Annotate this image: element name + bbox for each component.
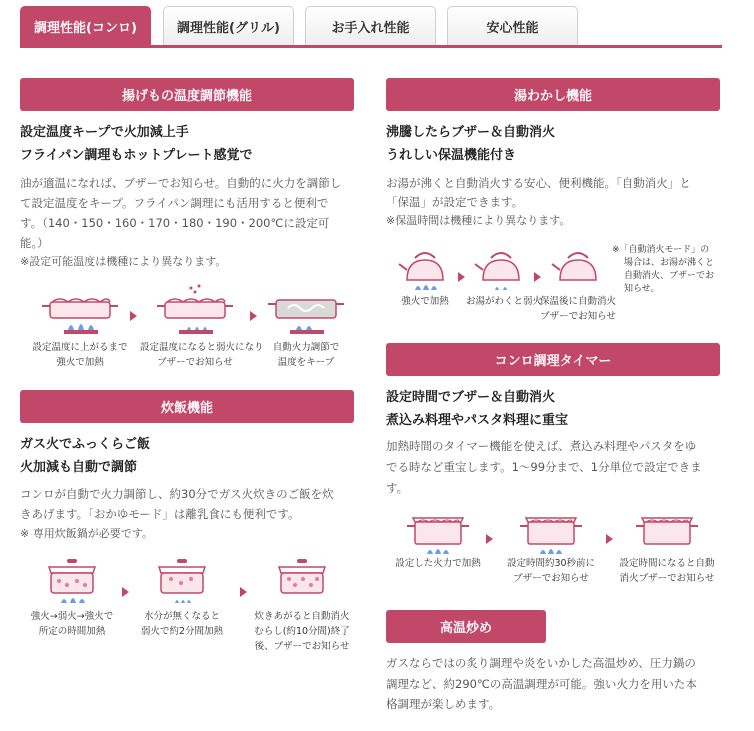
section-header-kouon: 高温炒め: [386, 610, 546, 643]
yuwakashi-heading-2: うれしい保温機能付き: [386, 148, 517, 163]
tab-underline: [20, 45, 722, 48]
frying-pan-auto-control-icon: [266, 282, 346, 340]
step-arrow-icon: [130, 311, 137, 321]
tab-safety[interactable]: 安心性能: [447, 6, 578, 46]
section-header-timer: コンロ調理タイマー: [386, 343, 720, 376]
yuwakashi-side-note-3: 自動消火、ブザーでお: [624, 271, 715, 281]
pot-high-flame-icon: [403, 510, 473, 556]
tab-cooking-stove[interactable]: 調理性能(コンロ): [20, 6, 151, 46]
step-arrow-icon: [458, 272, 465, 282]
agemono-step-3: [256, 282, 356, 370]
yuwakashi-text-1: お湯が沸くと自動消火する安心、便利機能。「自動消火」と: [386, 176, 691, 190]
timer-text-1: 加熱時間のタイマー機能を使えば、煮込み料理やパスタをゆ: [386, 439, 697, 453]
frying-pan-high-flame-icon: [40, 282, 120, 340]
agemono-step-3-caption-2: 温度をキープ: [277, 357, 335, 368]
agemono-step-1: [30, 282, 130, 370]
yuwakashi-step-1-caption-1: 強火で加熱: [401, 296, 449, 307]
timer-step-1-caption-1: 設定した火力で加熱: [395, 558, 481, 569]
agemono-step-1-caption-1: 設定温度に上がるまで: [32, 342, 128, 353]
agemono-note: ※設定可能温度は機種により異なります。: [20, 255, 227, 268]
rice-pot-high-flame-icon: [37, 557, 107, 609]
suihan-step-2: [132, 557, 232, 639]
kettle-boiling-icon: [473, 246, 529, 294]
kouon-text-1: ガスならではの炙り調理や炎をいかした高温炒め、圧力鍋の: [386, 656, 696, 670]
timer-text-3: す。: [386, 481, 409, 495]
yuwakashi-step-3-caption-2: ブザーでお知らせ: [540, 311, 616, 322]
agemono-text-1: 油が適温になれば、ブザーでお知らせ。自動的に火力を調節し: [20, 176, 342, 190]
yuwakashi-step-1: [392, 246, 458, 309]
yuwakashi-side-note-1: ※「自動消火モード」の: [612, 245, 710, 255]
agemono-text-3: す。（140・150・160・170・180・190・200℃に設定可: [20, 216, 330, 230]
yuwakashi-step-3: [538, 246, 618, 324]
agemono-text-4: 能。）: [20, 236, 49, 250]
kettle-auto-off-icon: [550, 246, 606, 294]
kouon-text-3: 格調理が楽しめます。: [386, 697, 501, 711]
yuwakashi-step-2: [466, 246, 543, 309]
timer-step-3-caption-1: 設定時間になると自動: [619, 558, 715, 569]
agemono-step-2-caption-2: ブザーでお知らせ: [157, 357, 233, 368]
timer-heading-1: 設定時間でブザー＆自動消火: [386, 390, 556, 405]
agemono-heading-1: 設定温度キープで火加減上手: [20, 125, 189, 140]
suihan-note: ※ 専用炊飯鍋が必要です。: [20, 527, 153, 540]
section-header-suihan: 炊飯機能: [20, 390, 354, 423]
yuwakashi-heading-1: 沸騰したらブザー＆自動消火: [386, 125, 556, 140]
step-arrow-icon: [122, 587, 129, 597]
timer-step-2: [496, 510, 606, 586]
section-header-yuwakashi: 湯わかし機能: [386, 78, 720, 111]
tab-maintenance[interactable]: お手入れ性能: [305, 6, 436, 46]
suihan-step-2-caption-2: 弱火で約2分間加熱: [140, 626, 224, 637]
agemono-step-2: [140, 282, 264, 370]
suihan-step-1-caption-1: 強火→弱火→強火で: [30, 611, 114, 622]
agemono-step-1-caption-2: 強火で加熱: [56, 357, 104, 368]
suihan-step-3-caption-1: 炊きあがると自動消火: [254, 611, 350, 622]
suihan-heading-2: 火加減も自動で調節: [20, 460, 138, 475]
timer-heading-2: 煮込み料理やパスタ料理に重宝: [386, 413, 569, 428]
step-arrow-icon: [486, 534, 493, 544]
timer-step-3: [614, 510, 720, 586]
yuwakashi-step-2-caption-1: お湯がわくと弱火: [466, 296, 543, 307]
suihan-step-1-caption-2: 所定の時間加熱: [38, 626, 106, 637]
yuwakashi-side-note-2: 場合は、お湯が沸くと: [624, 258, 715, 268]
suihan-step-3: [248, 557, 356, 654]
pot-buzzer-icon: [516, 510, 586, 556]
pot-auto-off-icon: [632, 510, 702, 556]
timer-step-3-caption-2: 消火ブザーでお知らせ: [619, 573, 715, 584]
yuwakashi-step-3-caption-1: 保温後に自動消火: [539, 296, 616, 307]
agemono-heading-2: フライパン調理もホットプレート感覚で: [20, 148, 253, 163]
suihan-heading-1: ガス火でふっくらご飯: [20, 437, 151, 452]
suihan-step-1: [22, 557, 122, 639]
kouon-text-2: 調理など、約290℃の高温調理が可能。強い火力を用いた本: [386, 677, 697, 691]
step-arrow-icon: [606, 534, 613, 544]
kettle-high-flame-icon: [397, 246, 453, 294]
yuwakashi-note: ※保温時間は機種により異なります。: [386, 214, 571, 227]
section-header-agemono: 揚げもの温度調節機能: [20, 78, 354, 111]
rice-pot-steaming-icon: [267, 557, 337, 609]
frying-pan-low-flame-icon: [155, 282, 235, 340]
yuwakashi-side-note-4: 知らせ。: [624, 284, 660, 294]
suihan-text-2: きあげます。「おかゆモード」は離乳食にも便利です。: [20, 507, 300, 521]
suihan-step-2-caption-1: 水分が無くなると: [143, 611, 220, 622]
rice-pot-low-flame-icon: [147, 557, 217, 609]
suihan-step-3-caption-3: 後、ブザーでお知らせ: [254, 641, 350, 652]
timer-text-2: でる時など重宝します。1〜99分まで、1分単位で設定できま: [386, 460, 702, 474]
yuwakashi-text-2: 「保温」が設定できます。: [386, 195, 524, 209]
timer-step-2-caption-2: ブザーでお知らせ: [513, 573, 589, 584]
suihan-step-3-caption-2: むらし(約10分間)終了: [254, 626, 350, 637]
agemono-step-3-caption-1: 自動火力調節で: [272, 342, 340, 353]
agemono-text-2: て設定温度をキープ。フライパン調理にも活用すると便利で: [20, 196, 329, 210]
tab-cooking-grill[interactable]: 調理性能(グリル): [163, 6, 294, 46]
step-arrow-icon: [240, 587, 247, 597]
suihan-text-1: コンロが自動で火力調節し、約30分でガス火炊きのご飯を炊: [20, 487, 334, 501]
tab-bar: [0, 0, 754, 48]
agemono-step-2-caption-1: 設定温度になると弱火になり: [140, 342, 264, 353]
timer-step-1: [390, 510, 486, 571]
timer-step-2-caption-1: 設定時間約30秒前に: [506, 558, 596, 569]
